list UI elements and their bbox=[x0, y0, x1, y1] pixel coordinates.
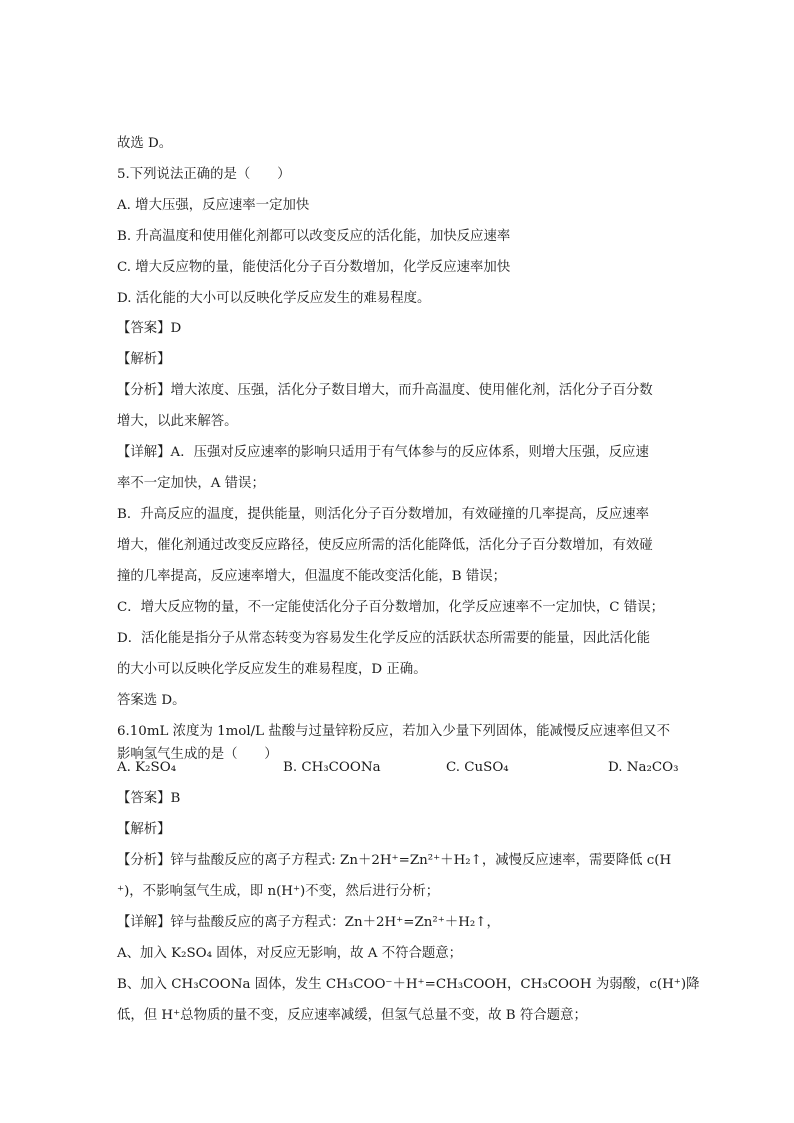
text-line: B．升高反应的温度，提供能量，则活化分子百分数增加，有效碰撞的几率提高，反应速率 bbox=[117, 507, 650, 522]
text-line: 【详解】锌与盐酸反应的离子方程式：Zn＋2H⁺=Zn²⁺＋H₂↑， bbox=[117, 915, 500, 930]
text-line: B、加入 CH₃COONa 固体，发生 CH₃COO⁻＋H⁺=CH₃COOH，CH₃COOH 为弱酸，c(H⁺)降 bbox=[117, 977, 700, 992]
q5-answer: 【答案】D bbox=[117, 321, 182, 336]
text-line: 影响氢气生成的是（ ） bbox=[117, 747, 278, 762]
text-line: D．活化能是指分子从常态转变为容易发生化学反应的活跃状态所需要的能量，因此活化能 bbox=[117, 631, 650, 646]
q5-option-d: D. 活化能的大小可以反映化学反应发生的难易程度。 bbox=[117, 291, 431, 306]
text-line: 低，但 H⁺总物质的量不变，反应速率减缓，但氢气总量不变，故 B 符合题意； bbox=[117, 1008, 587, 1023]
q6-option-c: C. CuSO₄ bbox=[446, 760, 509, 775]
question-5-stem: 5.下列说法正确的是（ ） bbox=[117, 167, 291, 182]
text-line: 【详解】A．压强对反应速率的影响只适用于有气体参与的反应体系，则增大压强，反应速 bbox=[117, 445, 649, 460]
text-line: 故选 D。 bbox=[117, 136, 173, 151]
text-line: 率不一定加快，A 错误； bbox=[117, 476, 265, 491]
q6-option-a: A. K₂SO₄ bbox=[117, 760, 177, 775]
text-line: 答案选 D。 bbox=[117, 693, 186, 708]
text-line: 【分析】锌与盐酸反应的离子方程式: Zn＋2H⁺=Zn²⁺＋H₂↑，减慢反应速率，需要降低 c(H bbox=[117, 853, 672, 868]
q6-analysis-heading: 【解析】 bbox=[117, 822, 171, 837]
text-line: 增大，以此来解答。 bbox=[117, 414, 238, 429]
text-line: C．增大反应物的量，不一定能使活化分子百分数增加，化学反应速率不一定加快，C 错误； bbox=[117, 600, 664, 615]
q6-option-b: B. CH₃COONa bbox=[283, 760, 381, 775]
text-line: ⁺)，不影响氢气生成，即 n(H⁺)不变，然后进行分析； bbox=[117, 884, 440, 899]
q6-answer: 【答案】B bbox=[117, 791, 181, 806]
q6-option-d: D. Na₂CO₃ bbox=[608, 760, 679, 775]
q5-option-a: A. 增大压强，反应速率一定加快 bbox=[117, 198, 310, 213]
text-line: 增大，催化剂通过改变反应路径，使反应所需的活化能降低，活化分子百分数增加，有效碰 bbox=[117, 538, 653, 553]
q5-analysis-heading: 【解析】 bbox=[117, 352, 171, 367]
text-line: 【分析】增大浓度、压强，活化分子数目增大，而升高温度、使用催化剂，活化分子百分数 bbox=[117, 383, 653, 398]
q5-option-c: C. 增大反应物的量，能使活化分子百分数增加，化学反应速率加快 bbox=[117, 260, 511, 275]
text-line: 撞的几率提高，反应速率增大，但温度不能改变活化能，B 错误； bbox=[117, 569, 507, 584]
q5-option-b: B. 升高温度和使用催化剂都可以改变反应的活化能，加快反应速率 bbox=[117, 229, 511, 244]
text-line: A、加入 K₂SO₄ 固体，对反应无影响，故 A 不符合题意； bbox=[117, 946, 463, 961]
text-line: 的大小可以反映化学反应发生的难易程度，D 正确。 bbox=[117, 662, 427, 677]
question-6-stem: 6.10mL 浓度为 1mol/L 盐酸与过量锌粉反应，若加入少量下列固体，能减慢反应速率但又不 bbox=[117, 724, 671, 739]
